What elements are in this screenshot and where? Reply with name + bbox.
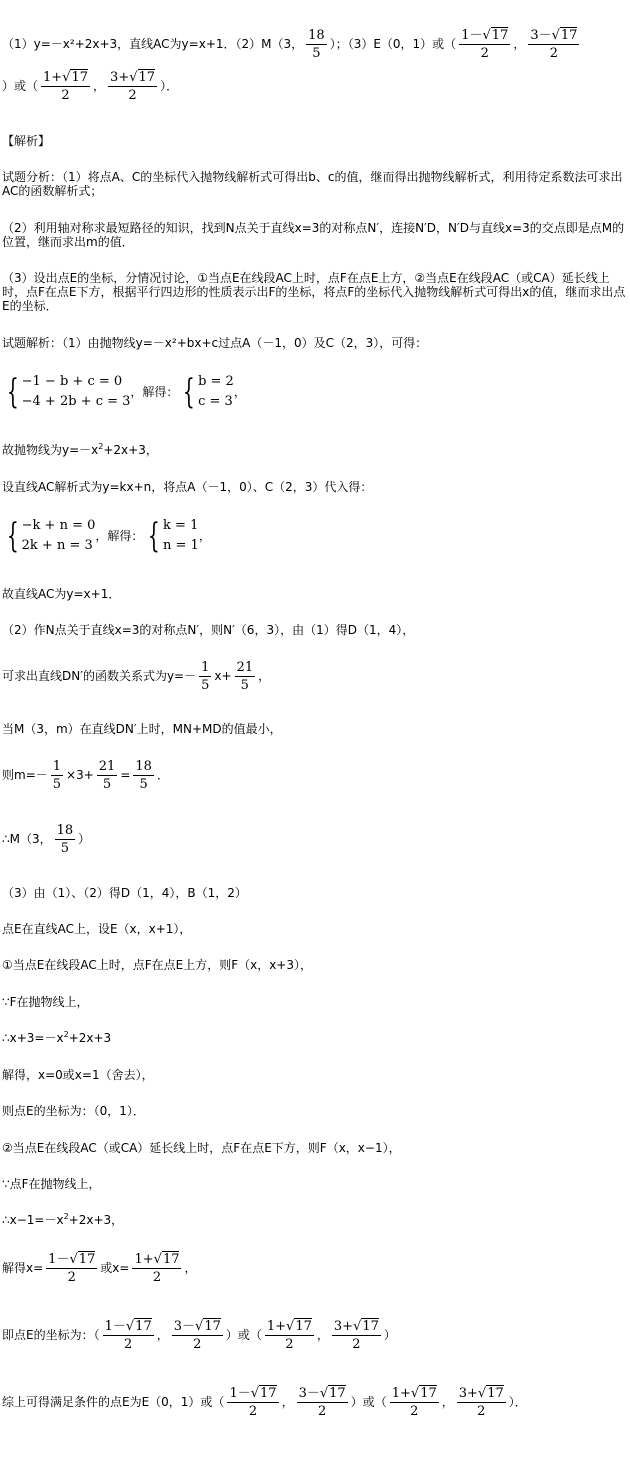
num-prefix: 1+ <box>391 1386 411 1401</box>
denominator: 2 <box>124 1337 133 1352</box>
denominator: 5 <box>201 678 210 693</box>
fraction-3-minus-root17 <box>172 1319 223 1352</box>
text: 则m=－ <box>2 768 48 782</box>
solution-line-16: 则点E的坐标为：（0，1）． <box>2 1104 145 1118</box>
denominator: 2 <box>61 88 70 103</box>
system-solution <box>178 372 233 412</box>
solve-text: ，解得： <box>130 385 179 399</box>
comma: ， <box>198 529 211 543</box>
fraction-1-minus-root17 <box>46 1252 97 1285</box>
denominator: 2 <box>152 1270 162 1285</box>
denominator: 5 <box>312 46 321 61</box>
solution-line-11: 点E在直线AC上，设E（x，x+1）， <box>2 922 192 936</box>
text: ， <box>281 1395 294 1409</box>
solution-line-15: 解得，x=0或x=1（舍去）， <box>2 1068 154 1082</box>
numerator: 1 <box>52 759 62 774</box>
equations <box>22 516 96 556</box>
radicand: 17 <box>138 70 156 85</box>
denominator: 2 <box>128 88 137 103</box>
radicand: 17 <box>135 1319 152 1334</box>
num-prefix: 3+ <box>458 1386 478 1401</box>
text: ）或（ <box>225 1328 262 1342</box>
fraction-1-5 <box>51 759 63 792</box>
solution-line-6 <box>2 660 270 693</box>
text: ． <box>156 768 169 782</box>
analysis-paragraph-2: （2）利用轴对称求最短路径的知识，找到N点关于直线x=3的对称点N′，连接N′D，N′D与直线x=3的交点即是点M的位置，继而求出m的值． <box>2 221 625 249</box>
equation: −4 + 2b + c = 3 <box>21 394 131 409</box>
radicand: 17 <box>560 28 578 43</box>
solution-line-13: ∵F在抛物线上， <box>2 995 89 1009</box>
equations <box>163 516 199 556</box>
numerator: 3－√17 <box>173 1319 221 1334</box>
text: ） <box>78 832 91 846</box>
fraction-1-plus-root17 <box>390 1386 439 1419</box>
numerator: 1－√17 <box>48 1252 96 1267</box>
denominator: 2 <box>67 1270 76 1285</box>
solution-line-5: （2）作N点关于直线x=3的对称点N′，则N′（6，3），由（1）得D（1，4）， <box>2 623 415 637</box>
numerator: 3－√17 <box>530 28 578 43</box>
analysis-paragraph-1: 试题分析：（1）将点A、C的坐标代入抛物线解析式可得出b、c的值，继而得出抛物线解析式，利用待定系数法可求出AC的函数解析式； <box>2 170 623 198</box>
numerator: 18 <box>308 28 325 43</box>
fraction-3-plus-root17 <box>332 1319 381 1352</box>
comma: ， <box>233 385 246 399</box>
solution-line-21 <box>2 1319 396 1352</box>
analysis-heading: 【解析】 <box>2 134 51 148</box>
brace-icon: { <box>148 516 161 556</box>
solution-line-8 <box>2 759 169 792</box>
numerator: 1 <box>201 660 210 675</box>
denominator: 5 <box>60 841 70 856</box>
solution-line-12: ①当点E在线段AC上时，点F在点E上方，则F（x，x+3）， <box>2 958 312 972</box>
solution-line-9 <box>2 823 90 856</box>
text: +2x+3， <box>103 443 158 457</box>
numerator: 3+√17 <box>458 1386 504 1401</box>
text: 故抛物线为y=－x <box>2 443 99 457</box>
text: ）或（ <box>350 1395 387 1409</box>
fraction-21-5 <box>97 759 118 792</box>
text: ∴M（3， <box>2 832 52 846</box>
text: ） <box>383 1328 396 1342</box>
num-prefix: 1－ <box>229 1386 251 1401</box>
solution-line-1: 试题解析：（1）由抛物线y=－x²+bx+c过点A（－1，0）及C（2，3），可得： <box>2 336 428 350</box>
equation: −k + n = 0 <box>21 518 96 533</box>
num-prefix: 1－ <box>48 1252 70 1267</box>
numerator: 1－√17 <box>229 1386 277 1401</box>
numerator: 1+√17 <box>391 1386 437 1401</box>
radicand: 17 <box>78 1252 96 1267</box>
analysis-paragraph-3: （3）设出点E的坐标，分情况讨论，①当点E在线段AC上时，点F在点E上方，②当点E在线段AC（或CA）延长线上时，点F在点E下方，根据平行四边形的性质表示出F的坐标，将点F的坐标代入抛物线解析式可得出x的值，继而求出点E的坐标． <box>2 271 626 313</box>
superscript: 2 <box>63 1212 69 1221</box>
solution-line-10: （3）由（1）、（2）得D（1，4），B（1，2） <box>2 886 247 900</box>
denominator: 2 <box>248 1404 258 1419</box>
solution-line-18: ∵点F在抛物线上， <box>2 1177 101 1191</box>
numerator: 18 <box>135 759 152 774</box>
text: +2x+3， <box>68 1213 124 1227</box>
fraction-18-5 <box>133 759 154 792</box>
denominator: 2 <box>318 1404 327 1419</box>
radicand: 17 <box>362 1319 379 1334</box>
numerator: 21 <box>98 759 116 774</box>
radicand: 17 <box>162 1252 180 1267</box>
equation: k = 1 <box>163 518 199 533</box>
radicand: 17 <box>487 1386 504 1401</box>
solution-line-14 <box>2 1031 111 1045</box>
answer-text: （1）y=－x²+2x+3，直线AC为y=x+1．（2）M（3， <box>2 37 304 51</box>
radicand: 17 <box>491 28 509 43</box>
denominator: 2 <box>477 1404 486 1419</box>
equations <box>22 372 131 412</box>
solution-line-20 <box>2 1252 197 1285</box>
answer-text: ， <box>513 37 526 51</box>
fraction-3-minus-root17 <box>297 1386 348 1419</box>
num-prefix: 1+ <box>266 1319 287 1334</box>
radicand: 17 <box>295 1319 312 1334</box>
fraction-1-minus-root17 <box>459 28 510 61</box>
num-prefix: 3－ <box>298 1386 320 1401</box>
solution-line-19 <box>2 1213 123 1227</box>
equation-system-2 <box>2 516 211 556</box>
radicand: 17 <box>420 1386 437 1401</box>
system-left <box>2 516 95 556</box>
text: ）． <box>508 1395 527 1409</box>
num-prefix: 1－ <box>104 1319 126 1334</box>
answer-line-2 <box>2 70 178 103</box>
denominator: 5 <box>102 777 112 792</box>
numerator: 3+√17 <box>333 1319 379 1334</box>
solution-line-7: 当M（3，m）在直线DN′上时，MN+MD的值最小， <box>2 722 282 736</box>
text: 解得x= <box>2 1261 44 1275</box>
system-solution <box>143 516 198 556</box>
denominator: 5 <box>52 777 62 792</box>
brace-icon: { <box>6 372 19 412</box>
text: ， <box>258 669 271 683</box>
fraction-1-minus-root17 <box>103 1319 154 1352</box>
solution-line-22 <box>2 1386 527 1419</box>
text: ∴x−1=－x <box>2 1213 64 1227</box>
radicand: 17 <box>204 1319 221 1334</box>
equation: n = 1 <box>163 538 199 553</box>
equation: −1 − b + c = 0 <box>21 374 123 389</box>
text: ， <box>184 1261 197 1275</box>
brace-icon: { <box>6 516 19 556</box>
denominator: 2 <box>352 1337 361 1352</box>
text: x+ <box>214 669 232 683</box>
denominator: 2 <box>193 1337 202 1352</box>
numerator: 18 <box>56 823 74 838</box>
fraction-1-plus-root17 <box>41 70 90 103</box>
text: 或x= <box>100 1261 130 1275</box>
answer-text: ， <box>93 79 106 93</box>
text: ， <box>156 1328 169 1342</box>
fraction-3-plus-root17 <box>457 1386 506 1419</box>
solve-text: ，解得： <box>95 529 144 543</box>
denominator: 5 <box>240 678 249 693</box>
num-prefix: 1+ <box>134 1252 154 1267</box>
denominator: 5 <box>139 777 148 792</box>
numerator: 1+√17 <box>43 70 89 85</box>
answer-text: ）；（3）E（0，1）或（ <box>329 37 457 51</box>
denominator: 2 <box>549 46 559 61</box>
num-prefix: 1+ <box>43 70 63 85</box>
fraction-18-5 <box>55 823 76 856</box>
text: = <box>120 768 131 782</box>
solution-line-2 <box>2 443 158 457</box>
equation: c = 3 <box>198 394 233 409</box>
text: 综上可得满足条件的点E为E（0，1）或（ <box>2 1395 225 1409</box>
solution-line-17: ②当点E在线段AC（或CA）延长线上时，点F在点E下方，则F（x，x−1）， <box>2 1141 401 1155</box>
numerator: 1+√17 <box>266 1319 312 1334</box>
num-prefix: 3－ <box>530 28 552 43</box>
num-prefix: 3+ <box>333 1319 354 1334</box>
fraction-3-minus-root17 <box>528 28 579 61</box>
numerator: 1+√17 <box>134 1252 180 1267</box>
numerator: 1－√17 <box>104 1319 152 1334</box>
denominator: 2 <box>410 1404 419 1419</box>
num-prefix: 1－ <box>461 28 483 43</box>
text: ×3+ <box>66 768 94 782</box>
num-prefix: 3－ <box>173 1319 196 1334</box>
superscript: 2 <box>63 1030 69 1039</box>
denominator: 2 <box>480 46 489 61</box>
text: ∴x+3=－x <box>2 1031 64 1045</box>
solution-line-4: 故直线AC为y=x+1． <box>2 587 121 601</box>
num-prefix: 3+ <box>110 70 130 85</box>
radicand: 17 <box>260 1386 277 1401</box>
system-left <box>2 372 130 412</box>
answer-text: ）． <box>160 79 179 93</box>
denominator: 2 <box>285 1337 294 1352</box>
equation: 2k + n = 3 <box>21 538 93 553</box>
fraction-1-plus-root17 <box>265 1319 314 1352</box>
numerator: 1－√17 <box>461 28 509 43</box>
fraction-1-5 <box>199 660 211 693</box>
brace-icon: { <box>183 372 196 412</box>
radicand: 17 <box>329 1386 346 1401</box>
text: 即点E的坐标为：（ <box>2 1328 100 1342</box>
numerator: 21 <box>236 660 254 675</box>
superscript: 2 <box>98 442 104 451</box>
equation-system-1 <box>2 372 246 412</box>
text: ， <box>441 1395 454 1409</box>
equations <box>198 372 234 412</box>
fraction-3-plus-root17 <box>108 70 157 103</box>
text: ， <box>316 1328 329 1342</box>
numerator: 3－√17 <box>298 1386 346 1401</box>
fraction-21-5 <box>235 660 256 693</box>
fraction-18-5 <box>306 28 327 61</box>
radicand: 17 <box>71 70 89 85</box>
solution-line-3: 设直线AC解析式为y=kx+n，将点A（－1，0）、C（2，3）代入得： <box>2 480 373 494</box>
answer-line-1 <box>2 28 582 61</box>
answer-text: ）或（ <box>2 79 39 93</box>
text: +2x+3 <box>68 1031 112 1045</box>
equation: b = 2 <box>198 374 234 389</box>
numerator: 3+√17 <box>110 70 156 85</box>
fraction-1-plus-root17 <box>132 1252 181 1285</box>
fraction-1-minus-root17 <box>227 1386 278 1419</box>
text: 可求出直线DN′的函数关系式为y=－ <box>2 669 197 683</box>
